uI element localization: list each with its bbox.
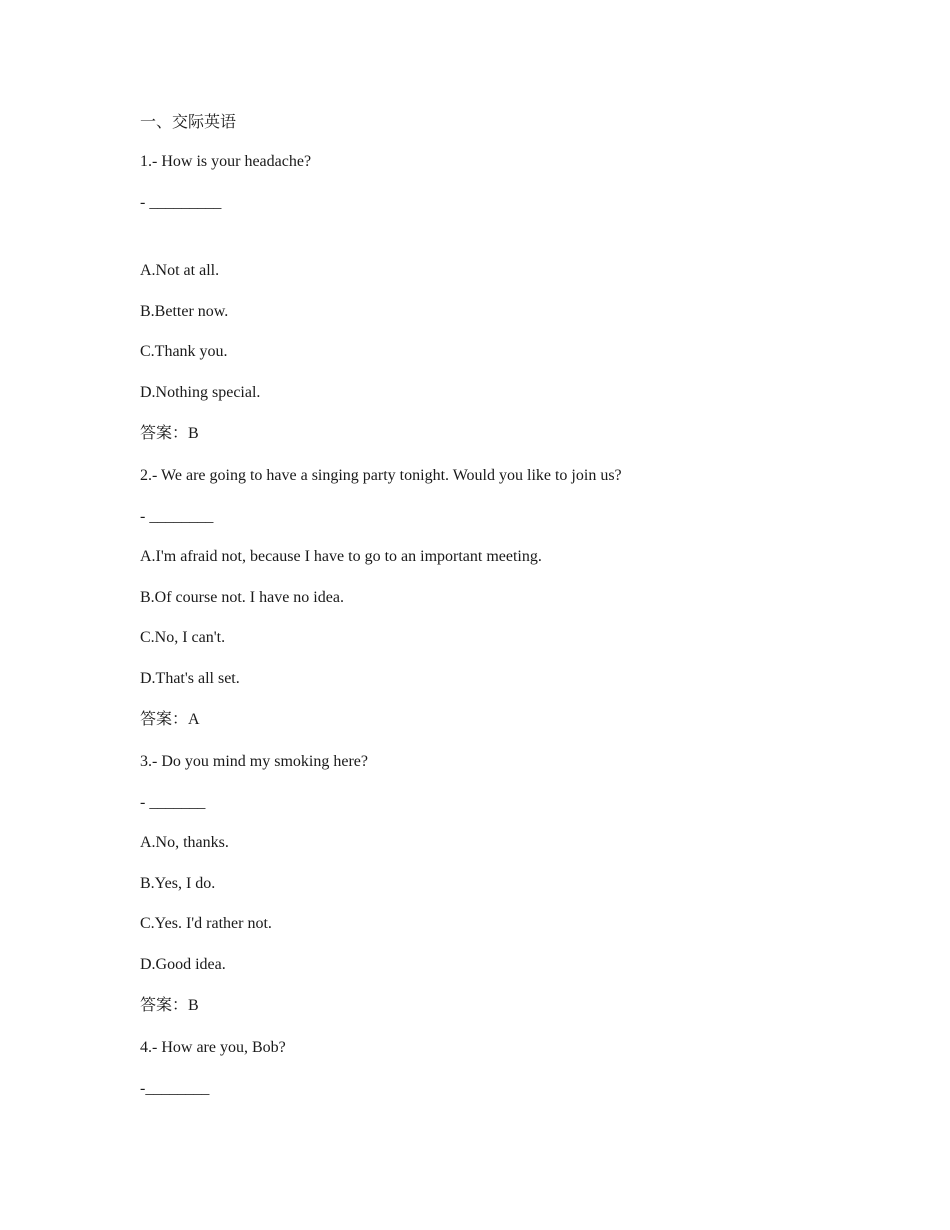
question-3-blank: - _______ <box>140 794 206 811</box>
question-2-prompt: 2.- We are going to have a singing party tonight. Would you like to join us? <box>140 467 622 484</box>
question-1-option-c: C.Thank you. <box>140 343 228 360</box>
question-1-prompt: 1.- How is your headache? <box>140 153 312 170</box>
question-3-option-c: C.Yes. I'd rather not. <box>140 915 272 932</box>
question-3-option-a: A.No, thanks. <box>140 834 229 851</box>
question-2-option-c: C.No, I can't. <box>140 629 226 646</box>
question-2-option-b: B.Of course not. I have no idea. <box>140 589 344 606</box>
question-2-option-d: D.That's all set. <box>140 670 240 687</box>
question-4-blank: -________ <box>140 1080 210 1097</box>
question-3-option-b: B.Yes, I do. <box>140 875 216 892</box>
question-2-option-a: A.I'm afraid not, because I have to go to an important meeting. <box>140 548 542 565</box>
section-title: 一、交际英语 <box>140 114 237 131</box>
question-3-option-d: D.Good idea. <box>140 956 226 973</box>
question-2-blank: - ________ <box>140 508 214 525</box>
question-1-option-d: D.Nothing special. <box>140 384 261 401</box>
question-1-option-b: B.Better now. <box>140 303 229 320</box>
question-1-option-a: A.Not at all. <box>140 262 220 279</box>
question-3-prompt: 3.- Do you mind my smoking here? <box>140 753 368 770</box>
question-4-prompt: 4.- How are you, Bob? <box>140 1039 286 1056</box>
question-1-blank: - _________ <box>140 194 222 211</box>
question-2-answer: 答案：A <box>140 711 200 728</box>
question-3-answer: 答案：B <box>140 997 199 1014</box>
question-1-answer: 答案：B <box>140 425 199 442</box>
